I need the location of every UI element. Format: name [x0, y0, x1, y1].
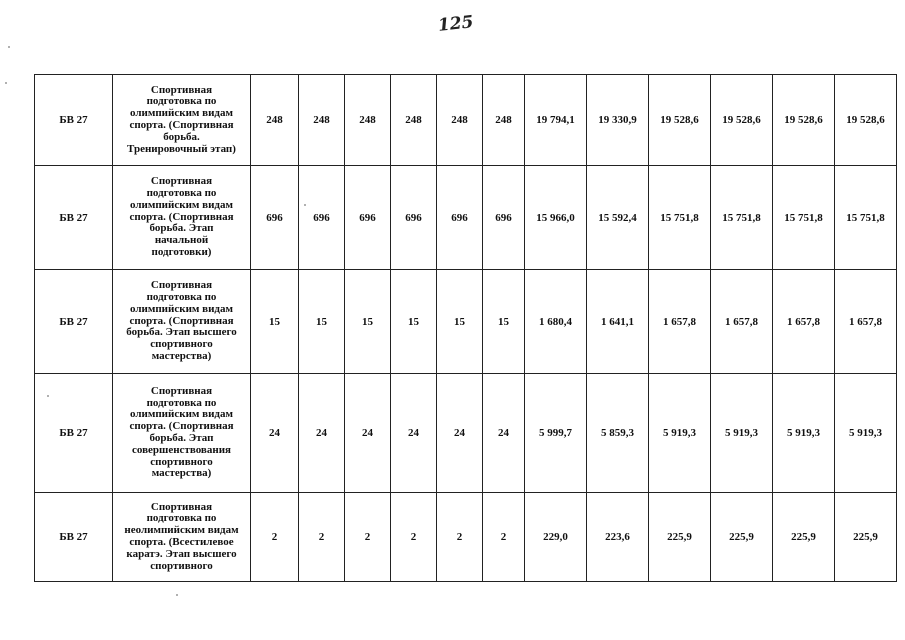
amount-cell: 15 966,0	[525, 166, 587, 270]
service-code-cell: БВ 27	[35, 270, 113, 374]
volume-cell: 24	[483, 374, 525, 493]
amount-cell: 5 919,3	[773, 374, 835, 493]
amount-cell: 15 751,8	[773, 166, 835, 270]
volume-cell: 15	[345, 270, 391, 374]
volume-cell: 24	[299, 374, 345, 493]
volume-cell: 248	[299, 75, 345, 166]
amount-cell: 1 657,8	[649, 270, 711, 374]
volume-cell: 696	[345, 166, 391, 270]
volume-cell: 24	[437, 374, 483, 493]
amount-cell: 15 751,8	[835, 166, 897, 270]
volume-cell: 15	[251, 270, 299, 374]
volume-cell: 248	[251, 75, 299, 166]
volume-cell: 15	[299, 270, 345, 374]
amount-cell: 1 641,1	[587, 270, 649, 374]
page-number: 125	[437, 12, 475, 36]
budget-table	[34, 74, 897, 582]
service-name-cell: Спортивная подготовка по неолимпийским видам спорта. (Всестилевое каратэ. Этап высшего спортивного	[113, 493, 251, 582]
amount-cell: 225,9	[649, 493, 711, 582]
service-code-cell: БВ 27	[35, 166, 113, 270]
table-body	[35, 75, 897, 582]
volume-cell: 248	[345, 75, 391, 166]
amount-cell: 19 528,6	[711, 75, 773, 166]
volume-cell: 24	[391, 374, 437, 493]
scan-speck	[47, 395, 49, 397]
amount-cell: 5 919,3	[835, 374, 897, 493]
amount-cell: 5 999,7	[525, 374, 587, 493]
table-row	[35, 270, 897, 374]
amount-cell: 19 330,9	[587, 75, 649, 166]
volume-cell: 15	[483, 270, 525, 374]
scan-speck	[5, 82, 7, 84]
amount-cell: 5 919,3	[649, 374, 711, 493]
amount-cell: 225,9	[711, 493, 773, 582]
table-row	[35, 493, 897, 582]
volume-cell: 696	[299, 166, 345, 270]
scan-speck	[304, 204, 306, 206]
amount-cell: 225,9	[773, 493, 835, 582]
amount-cell: 5 919,3	[711, 374, 773, 493]
amount-cell: 1 657,8	[711, 270, 773, 374]
service-name-cell: Спортивная подготовка по олимпийским видам спорта. (Спортивная борьба. Этап высшего спортивного мастерства)	[113, 270, 251, 374]
volume-cell: 24	[345, 374, 391, 493]
volume-cell: 248	[483, 75, 525, 166]
amount-cell: 15 592,4	[587, 166, 649, 270]
volume-cell: 248	[437, 75, 483, 166]
amount-cell: 229,0	[525, 493, 587, 582]
amount-cell: 19 528,6	[649, 75, 711, 166]
volume-cell: 2	[483, 493, 525, 582]
scan-speck	[8, 46, 10, 48]
service-name-cell: Спортивная подготовка по олимпийским видам спорта. (Спортивная борьба. Тренировочный этап)	[113, 75, 251, 166]
service-code-cell: БВ 27	[35, 493, 113, 582]
amount-cell: 1 680,4	[525, 270, 587, 374]
volume-cell: 696	[437, 166, 483, 270]
amount-cell: 19 528,6	[835, 75, 897, 166]
volume-cell: 2	[299, 493, 345, 582]
volume-cell: 696	[251, 166, 299, 270]
volume-cell: 248	[391, 75, 437, 166]
volume-cell: 24	[251, 374, 299, 493]
service-code-cell: БВ 27	[35, 75, 113, 166]
amount-cell: 15 751,8	[649, 166, 711, 270]
volume-cell: 696	[483, 166, 525, 270]
volume-cell: 2	[345, 493, 391, 582]
amount-cell: 223,6	[587, 493, 649, 582]
volume-cell: 2	[437, 493, 483, 582]
amount-cell: 1 657,8	[773, 270, 835, 374]
volume-cell: 696	[391, 166, 437, 270]
scan-speck	[176, 594, 178, 596]
amount-cell: 1 657,8	[835, 270, 897, 374]
amount-cell: 15 751,8	[711, 166, 773, 270]
table-row	[35, 166, 897, 270]
amount-cell: 19 794,1	[525, 75, 587, 166]
service-name-cell: Спортивная подготовка по олимпийским видам спорта. (Спортивная борьба. Этап начальной подготовки)	[113, 166, 251, 270]
volume-cell: 15	[391, 270, 437, 374]
table-row	[35, 75, 897, 166]
volume-cell: 15	[437, 270, 483, 374]
amount-cell: 5 859,3	[587, 374, 649, 493]
table-row	[35, 374, 897, 493]
volume-cell: 2	[251, 493, 299, 582]
service-name-cell: Спортивная подготовка по олимпийским видам спорта. (Спортивная борьба. Этап совершенствования спортивного мастерства)	[113, 374, 251, 493]
service-code-cell: БВ 27	[35, 374, 113, 493]
amount-cell: 19 528,6	[773, 75, 835, 166]
amount-cell: 225,9	[835, 493, 897, 582]
volume-cell: 2	[391, 493, 437, 582]
